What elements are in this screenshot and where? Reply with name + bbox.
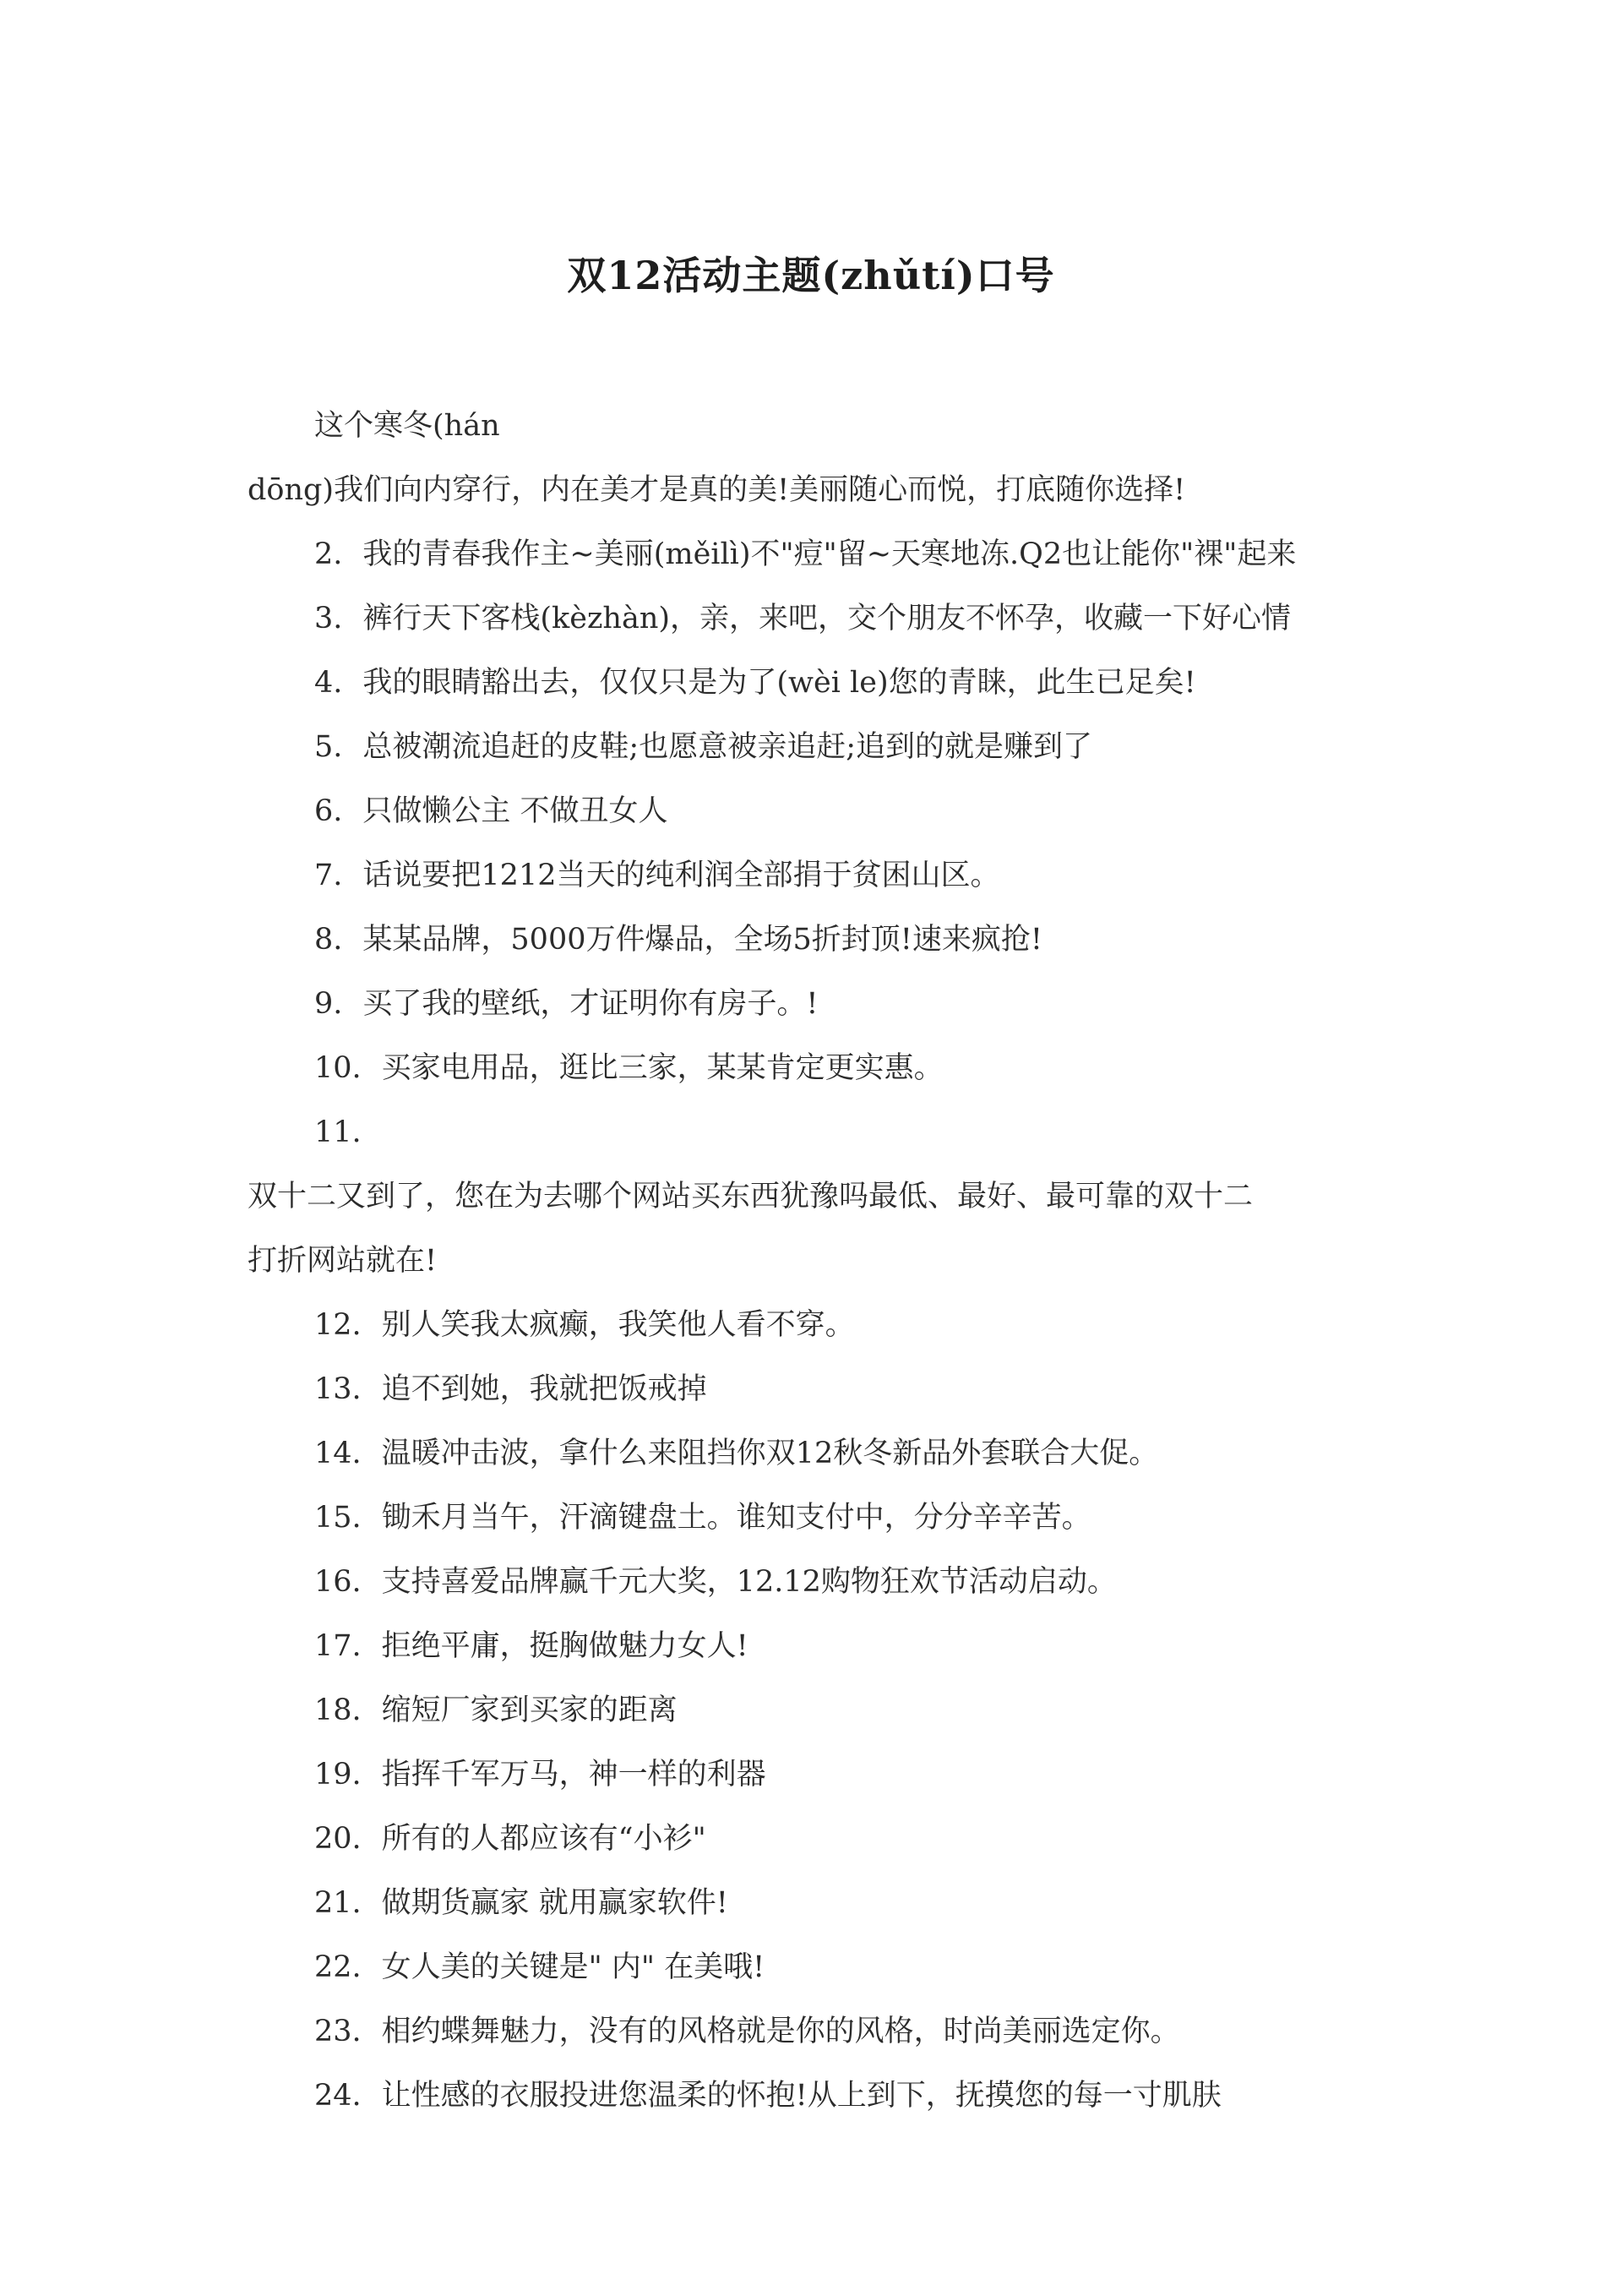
list-item <box>0 1486 1622 1550</box>
item-number: 16. <box>314 1565 362 1599</box>
item-number: 3. <box>314 602 343 635</box>
list-item <box>0 1935 1622 1999</box>
item-text: 买了我的壁纸，才证明你有房子。! <box>362 987 819 1021</box>
item-number: 8. <box>314 923 343 957</box>
list-item <box>0 1678 1622 1742</box>
item-number: 18. <box>314 1693 362 1727</box>
list-item <box>0 1742 1622 1807</box>
item-text: 指挥千军万马，神一样的利器 <box>381 1758 766 1792</box>
item-number: 13. <box>314 1372 362 1406</box>
document-title: 双12活动主题(zhǔtí)口号 <box>567 253 1055 298</box>
list-item <box>0 1807 1622 1871</box>
list-item <box>0 1293 1622 1357</box>
item-number: 4. <box>314 666 343 700</box>
list-item <box>0 715 1622 779</box>
item-text: 让性感的衣服投进您温柔的怀抱!从上到下，抚摸您的每一寸肌肤 <box>381 2079 1222 2113</box>
item-number: 24. <box>314 2079 362 2113</box>
list-item <box>0 1871 1622 1935</box>
list-item <box>0 522 1622 586</box>
list-item-number-line: 11. <box>314 1115 362 1149</box>
item-number: 21. <box>314 1886 362 1920</box>
item-number: 10. <box>314 1051 362 1085</box>
list-item <box>0 1357 1622 1421</box>
list-item <box>0 1999 1622 2064</box>
list-item <box>0 1550 1622 1614</box>
item-number: 2. <box>314 537 343 571</box>
list-item-continuation: 双十二又到了，您在为去哪个网站买东西犹豫吗最低、最好、最可靠的双十二 <box>248 1180 1254 1213</box>
item-text: 买家电用品，逛比三家，某某肯定更实惠。 <box>381 1051 944 1085</box>
item-number: 7. <box>314 859 343 892</box>
list-item <box>0 843 1622 908</box>
item-text: 锄禾月当午，汗滴键盘土。谁知支付中，分分辛辛苦。 <box>381 1501 1091 1535</box>
item-text: 拒绝平庸，挺胸做魅力女人! <box>381 1629 748 1663</box>
list-item <box>0 1614 1622 1678</box>
item-number: 19. <box>314 1758 362 1792</box>
item-text: 女人美的关键是" 内" 在美哦! <box>381 1950 765 1984</box>
item-text: 追不到她，我就把饭戒掉 <box>381 1372 707 1406</box>
list-item <box>0 1421 1622 1486</box>
list-item <box>0 779 1622 843</box>
item-number: 12. <box>314 1308 362 1342</box>
document-body <box>0 394 1622 2128</box>
item-number: 5. <box>314 730 343 764</box>
item-text: 裤行天下客栈(kèzhàn)，亲，来吧，交个朋友不怀孕，收藏一下好心情 <box>362 602 1292 635</box>
list-item <box>0 1036 1622 1100</box>
list-item <box>0 908 1622 972</box>
item-text: 相约蝶舞魅力，没有的风格就是你的风格，时尚美丽选定你。 <box>381 2015 1180 2048</box>
item-text: 我的青春我作主~美丽(měilì)不"痘"留~天寒地冻.Q2也让能你"裸"起来 <box>362 537 1297 571</box>
item-text: 某某品牌，5000万件爆品，全场5折封顶!速来疯抢! <box>362 923 1042 957</box>
item-number: 14. <box>314 1437 362 1470</box>
item-text: 支持喜爱品牌赢千元大奖，12.12购物狂欢节活动启动。 <box>381 1565 1117 1599</box>
item-text: 缩短厂家到买家的距离 <box>381 1693 678 1727</box>
list-item <box>0 586 1622 651</box>
item-number: 9. <box>314 987 343 1021</box>
item-text: 只做懒公主 不做丑女人 <box>362 794 668 828</box>
item-text: 所有的人都应该有“小衫" <box>381 1822 706 1856</box>
item-number: 23. <box>314 2015 362 2048</box>
intro-line: 这个寒冬(hán <box>314 409 500 443</box>
item-number: 6. <box>314 794 343 828</box>
list-item-continuation: 打折网站就在! <box>248 1244 438 1278</box>
list-item <box>0 2064 1622 2128</box>
item-text: 我的眼睛豁出去，仅仅只是为了(wèi le)您的青睐，此生已足矣! <box>362 666 1196 700</box>
item-text: 温暖冲击波，拿什么来阻挡你双12秋冬新品外套联合大促。 <box>381 1437 1159 1470</box>
item-text: 别人笑我太疯癫，我笑他人看不穿。 <box>381 1308 855 1342</box>
item-number: 20. <box>314 1822 362 1856</box>
item-number: 22. <box>314 1950 362 1984</box>
list-item <box>0 651 1622 715</box>
item-text: 做期货赢家 就用赢家软件! <box>381 1886 728 1920</box>
item-text: 话说要把1212当天的纯利润全部捐于贫困山区。 <box>362 859 1000 892</box>
item-number: 17. <box>314 1629 362 1663</box>
intro-line: dōng)我们向内穿行，内在美才是真的美!美丽随心而悦，打底随你选择! <box>248 473 1186 507</box>
list-item <box>0 972 1622 1036</box>
item-number: 15. <box>314 1501 362 1535</box>
item-text: 总被潮流追赶的皮鞋;也愿意被亲追赶;追到的就是赚到了 <box>362 730 1092 764</box>
